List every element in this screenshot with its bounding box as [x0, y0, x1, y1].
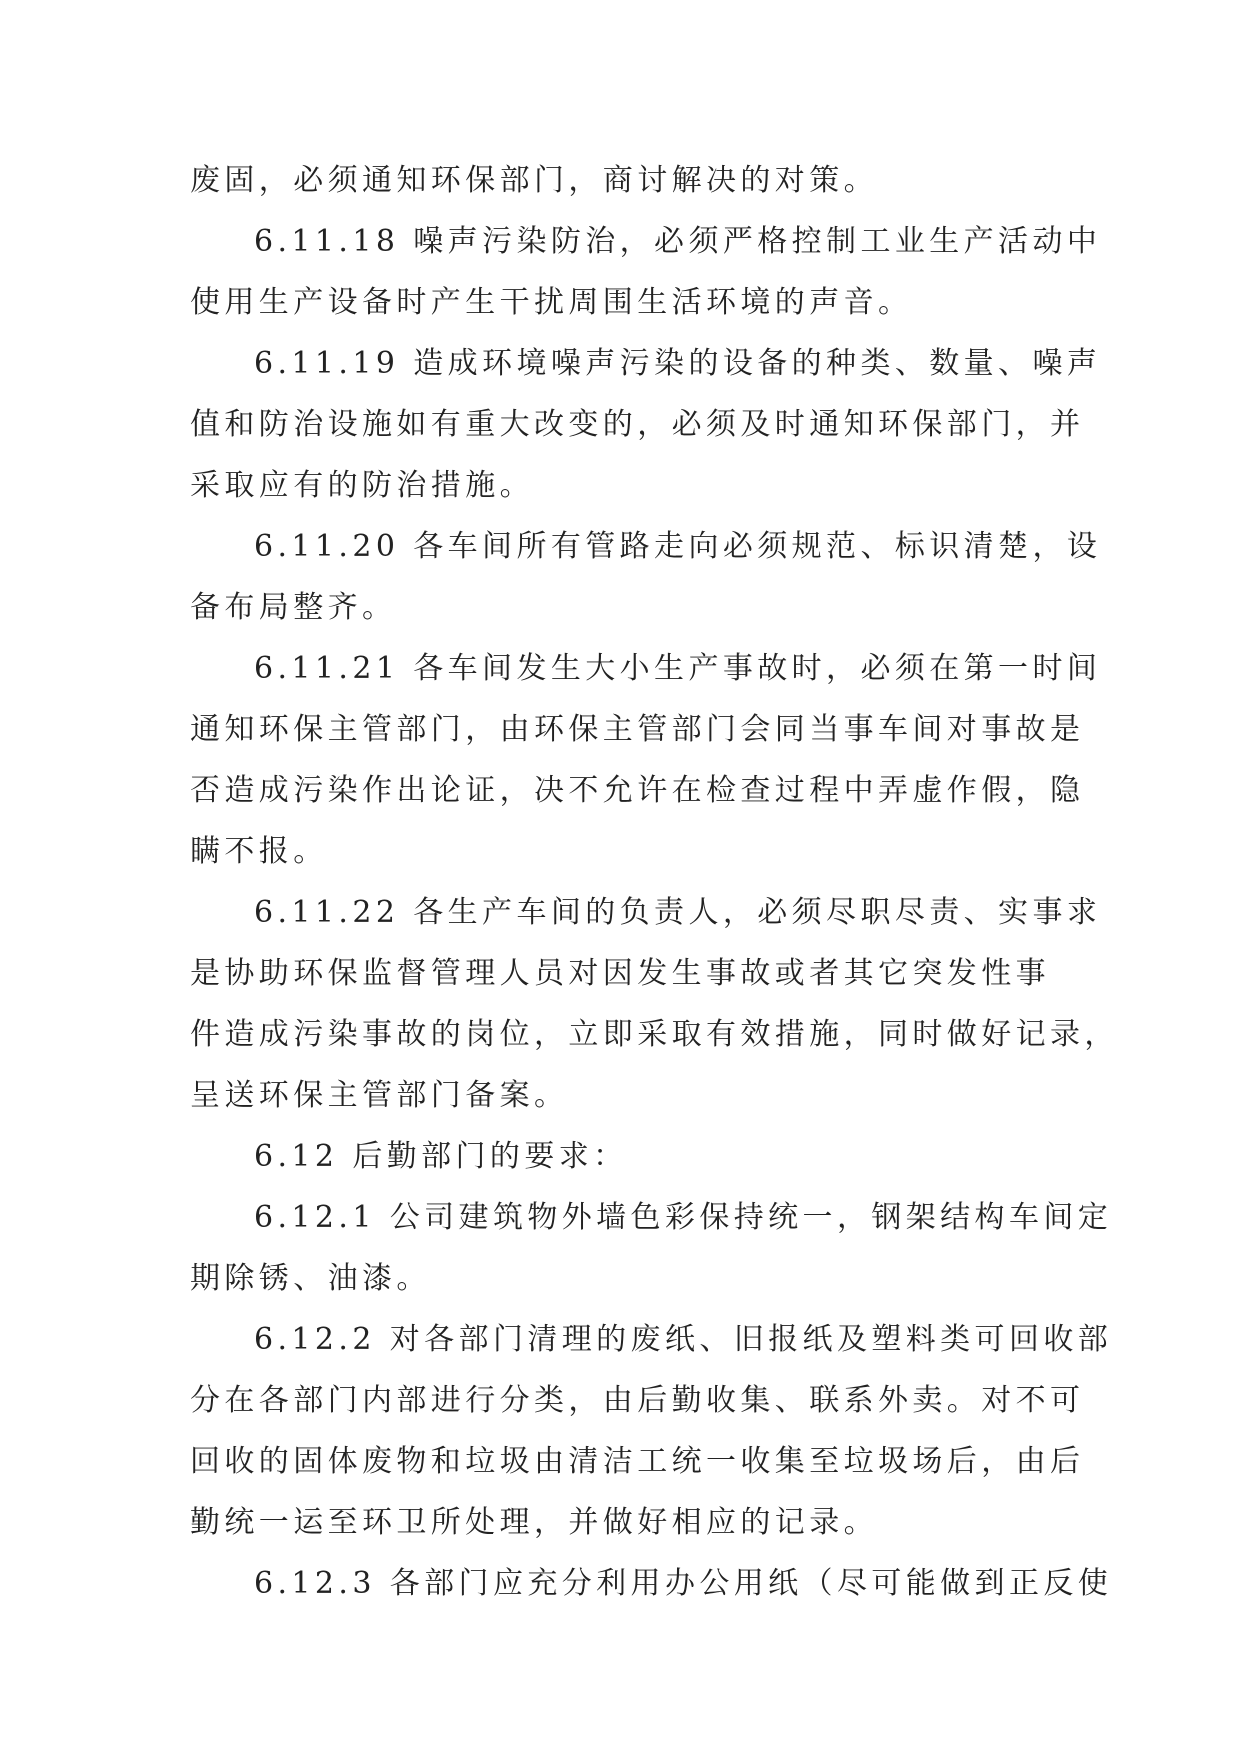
clause-6-12-2-line: 6.12.2 对各部门清理的废纸、旧报纸及塑料类可回收部: [254, 1322, 1113, 1357]
clause-6-12-3-line: 6.12.3 各部门应充分利用办公用纸（尽可能做到正反使: [254, 1566, 1113, 1601]
body-line: 是协助环保监督管理人员对因发生事故或者其它突发性事: [190, 956, 1050, 991]
clause-6-11-22-line: 6.11.22 各生产车间的负责人，必须尽职尽责、实事求: [254, 895, 1102, 930]
body-line: 使用生产设备时产生干扰周围生活环境的声音。: [190, 285, 913, 320]
body-line: 件造成污染事故的岗位，立即采取有效措施，同时做好记录，: [190, 1017, 1119, 1052]
clause-6-11-18-line: 6.11.18 噪声污染防治，必须严格控制工业生产活动中: [254, 224, 1102, 259]
clause-6-12-1-line: 6.12.1 公司建筑物外墙色彩保持统一，钢架结构车间定: [254, 1200, 1113, 1235]
body-line: 瞒不报。: [190, 834, 328, 869]
body-line: 值和防治设施如有重大改变的，必须及时通知环保部门，并: [190, 407, 1085, 442]
section-6-12-heading: 6.12 后勤部门的要求：: [254, 1139, 628, 1174]
body-line: 期除锈、油漆。: [190, 1261, 431, 1296]
body-line: 分在各部门内部进行分类，由后勤收集、联系外卖。对不可: [190, 1383, 1085, 1418]
body-line: 备布局整齐。: [190, 590, 397, 625]
body-line: 废固，必须通知环保部门，商讨解决的对策。: [190, 163, 878, 198]
body-line: 勤统一运至环卫所处理，并做好相应的记录。: [190, 1505, 878, 1540]
body-line: 通知环保主管部门，由环保主管部门会同当事车间对事故是: [190, 712, 1085, 747]
clause-6-11-21-line: 6.11.21 各车间发生大小生产事故时，必须在第一时间: [254, 651, 1102, 686]
body-line: 否造成污染作出论证，决不允许在检查过程中弄虚作假，隐: [190, 773, 1085, 808]
body-line: 呈送环保主管部门备案。: [190, 1078, 569, 1113]
clause-6-11-20-line: 6.11.20 各车间所有管路走向必须规范、标识清楚，设: [254, 529, 1102, 564]
body-line: 回收的固体废物和垃圾由清洁工统一收集至垃圾场后，由后: [190, 1444, 1085, 1479]
body-line: 采取应有的防治措施。: [190, 468, 534, 503]
clause-6-11-19-line: 6.11.19 造成环境噪声污染的设备的种类、数量、噪声: [254, 346, 1102, 381]
document-body: [190, 150, 1119, 1614]
